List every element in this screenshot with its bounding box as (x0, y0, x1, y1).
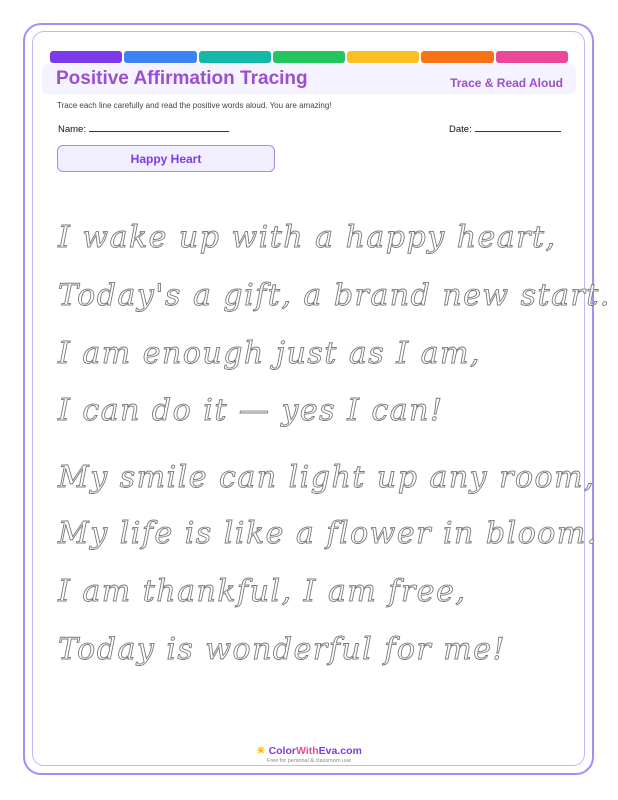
rainbow-segment (199, 51, 271, 63)
rainbow-bar (50, 51, 568, 63)
footer-note: Free for personal & classroom use (266, 758, 352, 764)
name-label: Name: (58, 124, 86, 135)
trace-line[interactable]: My smile can light up any room, (58, 460, 596, 495)
trace-line[interactable]: I am thankful, I am free, (58, 574, 467, 609)
date-label: Date: (449, 124, 472, 135)
brand-suffix: Eva.com (318, 745, 362, 757)
trace-line[interactable]: My life is like a flower in bloom. (58, 516, 598, 551)
sun-icon: ☀ (256, 745, 266, 757)
worksheet-title: Positive Affirmation Tracing (56, 68, 308, 89)
date-field[interactable] (449, 122, 561, 135)
rainbow-segment (347, 51, 419, 63)
footer-brand[interactable] (0, 745, 618, 757)
brand-prefix: Color (268, 745, 296, 757)
name-field[interactable] (58, 122, 229, 135)
footer (0, 745, 618, 764)
instructions-text: Trace each line carefully and read the positive words aloud. You are amazing! (57, 101, 332, 110)
trace-line[interactable]: I wake up with a happy heart, (58, 220, 557, 255)
trace-line[interactable]: I am enough just as I am, (58, 336, 481, 371)
name-write-line[interactable] (89, 122, 229, 132)
worksheet-subtitle: Trace & Read Aloud (450, 76, 563, 90)
rainbow-segment (273, 51, 345, 63)
trace-line[interactable]: Today's a gift, a brand new start. (58, 278, 611, 313)
rainbow-segment (421, 51, 493, 63)
rainbow-segment (496, 51, 568, 63)
rainbow-segment (124, 51, 196, 63)
trace-line[interactable]: I can do it — yes I can! (58, 393, 444, 428)
section-label: Happy Heart (57, 145, 275, 172)
trace-line[interactable]: Today is wonderful for me! (58, 632, 507, 667)
rainbow-segment (50, 51, 122, 63)
date-write-line[interactable] (475, 122, 561, 132)
brand-highlight: With (295, 745, 319, 757)
